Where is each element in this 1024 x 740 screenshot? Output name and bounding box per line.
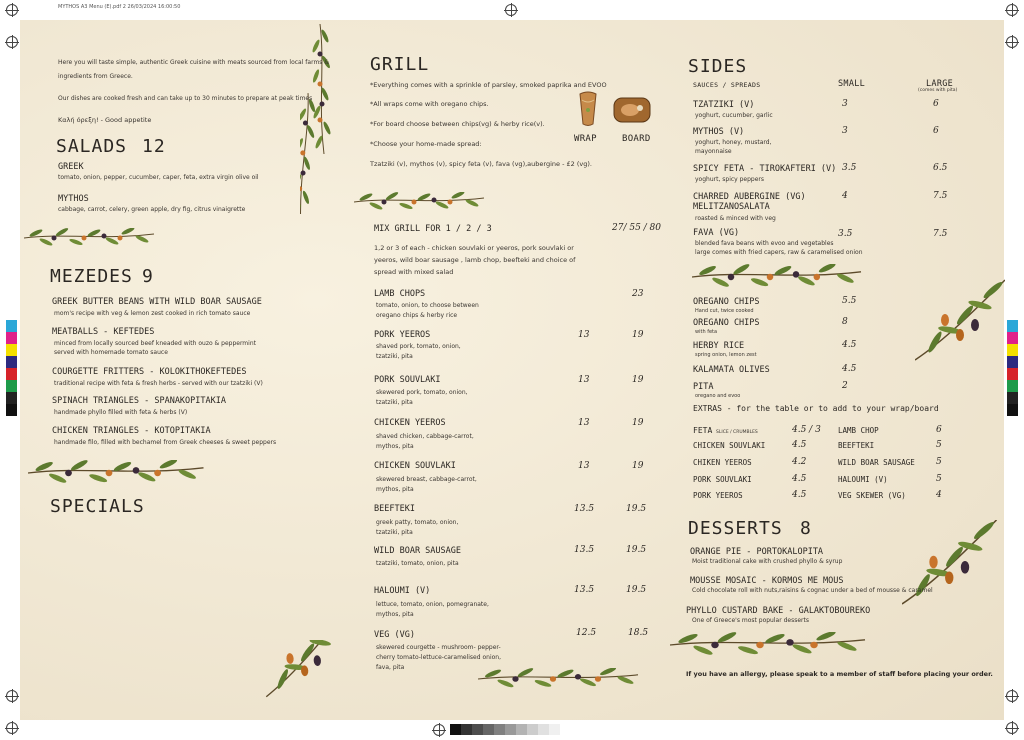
extra-price: 6 [936,425,942,435]
menu-item-name: MELITZANOSALATA [693,202,770,212]
menu-item-name: TZATZIKI (V) [693,100,755,110]
menu-item-desc: 1,2 or 3 of each - chicken souvlaki or yeeros, pork souvlaki or [374,244,574,252]
menu-item-name: OREGANO CHIPS [693,318,760,328]
menu-item-desc: skewered courgette - mushroom- pepper- [376,644,501,651]
wrap-price: 13 [578,418,590,428]
small-label: SMALL [838,79,866,89]
registration-mark-icon [6,4,18,16]
menu-item-name: PORK YEEROS [374,330,431,340]
large-price: 7.5 [933,191,948,201]
extra-name: WILD BOAR SAUSAGE [838,458,915,467]
menu-item-desc: shaved pork, tomato, onion, [376,343,461,350]
menu-item-desc: tomato, onion, to choose between [376,302,479,309]
board-price: 23 [632,289,644,299]
large-price: 7.5 [933,229,948,239]
menu-item-desc: tzatziki, pita [376,529,413,536]
mezedes-price: 9 [142,266,154,287]
extra-name: PORK SOUVLAKI [693,475,752,484]
menu-item-desc: cabbage, carrot, celery, green apple, dry fig, citrus vinaigrette [58,206,246,213]
menu-item-desc: minced from locally sourced beef kneaded with ouzo & peppermint [54,340,256,347]
wrap-price: 13 [578,461,590,471]
olive-branch-icon [28,460,208,490]
grill-note: *All wraps come with oregano chips. [370,100,489,108]
salads-price: 12 [142,136,166,157]
menu-item-desc: tzatziki, tomato, onion, pita [376,560,459,567]
board-price: 19.5 [626,504,647,514]
large-price: 6.5 [933,163,948,173]
extra-price: 4.5 [792,490,807,500]
olive-branch-icon [478,668,638,693]
extra-price: 4 [936,490,942,500]
grill-note: *Everything comes with a sprinkle of parsley, smoked paprika and EVOO [370,81,607,89]
menu-item-desc: yoghurt, spicy peppers [695,176,765,183]
menu-item-desc: Cold chocolate roll with nuts,raisins & cognac under a bed of mousse & caramel [692,587,933,594]
extra-name: CHIKEN YEEROS [693,458,752,467]
extra-name: BEEFTEKI [838,441,875,450]
menu-item-name: GREEK BUTTER BEANS WITH WILD BOAR SAUSAGE [52,297,262,307]
file-header: MYTHOS A3 Menu (E).pdf 2 26/03/2024 16:00:50 [58,4,181,10]
wrap-label: WRAP [574,134,597,144]
board-price: 19.5 [626,545,647,555]
menu-item-name: COURGETTE FRITTERS - KOLOKITHOKEFTEDES [52,367,247,377]
menu-item-name: MOUSSE MOSAIC - KORMOS ME MOUS [690,576,844,586]
wrap-price: 13 [578,375,590,385]
olive-branch-icon [260,640,360,700]
extra-price: 5 [936,440,942,450]
menu-item-name: CHICKEN YEEROS [374,418,446,428]
extra-name: VEG SKEWER (VG) [838,491,906,500]
side-price: 8 [842,317,848,327]
color-calibration-bar [6,320,17,416]
side-price: 4.5 [842,364,857,374]
extra-price: 4.5 [792,440,807,450]
menu-item-name: SPICY FETA - TIROKAFTERI (V) [693,164,837,174]
extra-price: 4.5 [792,474,807,484]
registration-mark-icon [1006,690,1018,702]
registration-mark-icon [6,36,18,48]
olive-branch-icon [915,250,1005,370]
menu-item-name: FAVA (VG) [693,228,740,238]
menu-item-desc: One of Greece's most popular desserts [692,617,809,624]
menu-item-desc: tzatziki, pita [376,353,413,360]
board-icon [612,92,652,126]
menu-item-name: HALOUMI (V) [374,586,431,596]
menu-item-desc: lettuce, tomato, onion, pomegranate, [376,601,489,608]
olive-branch-icon [300,24,340,214]
olive-branch-icon [354,192,484,217]
extra-price: 4.2 [792,457,807,467]
wrap-price: 13.5 [574,585,595,595]
extra-price: 5 [936,457,942,467]
menu-item-desc: blended fava beans with evoo and vegetables [695,240,834,247]
wrap-icon [576,90,600,128]
menu-page [20,20,1004,720]
menu-item-desc: mythos, pita [376,486,414,493]
menu-item-name: VEG (VG) [374,630,415,640]
grayscale-calibration-bar [450,724,560,735]
salads-title: SALADS [56,136,128,157]
menu-item-name: GREEK [58,162,84,172]
extra-price: 4.5 / 3 [792,425,821,435]
menu-item-desc: Moist traditional cake with crushed phyllo & syrup [692,558,843,565]
intro-greeting: Καλή όρεξη! - Good appetite [58,116,152,124]
wrap-price: 13 [578,330,590,340]
menu-item-desc: Hand cut, twice cooked [695,308,754,314]
board-price: 19 [632,330,644,340]
large-price: 6 [933,126,939,136]
registration-mark-icon [505,4,517,16]
menu-item-name: PORK SOUVLAKI [374,375,441,385]
small-price: 3.5 [842,163,857,173]
menu-item-name: LAMB CHOPS [374,289,426,299]
menu-item-name: CHICKEN SOUVLAKI [374,461,456,471]
menu-item-desc: with feta [695,329,718,335]
menu-item-name: CHICKEN TRIANGLES - KOTOPITAKIA [52,426,211,436]
wrap-price: 13.5 [574,545,595,555]
olive-branch-icon [692,264,862,294]
board-label: BOARD [622,134,651,144]
menu-item-desc: handmade phyllo filled with feta & herbs (V) [54,409,188,416]
menu-item-desc: roasted & minced with veg [695,215,776,222]
small-price: 3.5 [838,229,853,239]
grill-note: *Choose your home-made spread: [370,140,482,148]
side-price: 4.5 [842,340,857,350]
menu-item-desc: large comes with fried capers, raw & caramelised onion [695,249,863,256]
wrap-price: 13.5 [574,504,595,514]
small-price: 3 [842,126,848,136]
extra-sub: SLICE / CRUMBLES [716,430,758,435]
menu-item-name: PHYLLO CUSTARD BAKE - GALAKTOBOUREKO [686,606,871,616]
menu-item-desc: yoghurt, honey, mustard, [695,139,772,146]
registration-mark-icon [433,724,445,736]
extra-name: HALOUMI (V) [838,475,888,484]
menu-item-desc: oregano and evoo [695,393,741,399]
desserts-price: 8 [800,518,812,539]
menu-item-desc: oregano chips & herby rice [376,312,458,319]
color-calibration-bar [1007,320,1018,416]
menu-item-desc: traditional recipe with feta & fresh herbs - served with our tzatziki (V) [54,380,263,387]
allergy-notice: If you have an allergy, please speak to a member of staff before placing your order. [686,670,993,678]
olive-branch-icon [24,228,159,253]
mezedes-title: MEZEDES [50,266,133,287]
large-price: 6 [933,99,939,109]
menu-item-desc: tomato, onion, pepper, cucumber, caper, feta, extra virgin olive oil [58,174,259,181]
menu-item-desc: served with homemade tomato sauce [54,349,168,356]
specials-title: SPECIALS [50,496,145,517]
intro-text: Here you will taste simple, authentic Greek cuisine with meats sourced from local farms & [58,59,330,66]
menu-item-name: BEEFTEKI [374,504,415,514]
olive-branch-icon [670,632,870,662]
small-price: 3 [842,99,848,109]
menu-item-desc: mom's recipe with veg & lemon zest cooked in rich tomato sauce [54,310,251,317]
menu-item-name: HERBY RICE [693,341,745,351]
side-price: 2 [842,381,848,391]
board-price: 19 [632,375,644,385]
menu-item-name: MEATBALLS - KEFTEDES [52,327,155,337]
menu-item-name: WILD BOAR SAUSAGE [374,546,461,556]
menu-item-desc: mythos, pita [376,611,414,618]
registration-mark-icon [1006,722,1018,734]
grill-title: GRILL [370,54,430,75]
menu-item-name: KALAMATA OLIVES [693,365,770,375]
menu-item-name: SPINACH TRIANGLES - SPANAKOPITAKIA [52,396,226,406]
wrap-price: 12.5 [576,628,597,638]
grill-note: *For board choose between chips(vg) & herby rice(v). [370,120,545,128]
menu-item-desc: handmade filo, filled with bechamel from Greek cheeses & sweet peppers [54,439,277,446]
menu-item-name: MIX GRILL FOR 1 / 2 / 3 [374,224,492,234]
menu-item-desc: mythos, pita [376,443,414,450]
menu-item-desc: fava, pita [376,664,405,671]
extras-label: EXTRAS - for the table or to add to your wrap/board [693,404,939,413]
menu-item-name: CHARRED AUBERGINE (VG) [693,192,806,202]
extra-name: CHICKEN SOUVLAKI [693,441,766,450]
menu-item-name: ORANGE PIE - PORTOKALOPITA [690,547,824,557]
large-note: (comes with pita) [918,88,958,93]
small-price: 4 [842,191,848,201]
menu-item-desc: cherry tomato-lettuce-caramelised onion, [376,654,501,661]
large-label: LARGE [926,79,954,89]
board-price: 19.5 [626,585,647,595]
intro-text: ingredients from Greece. [58,73,133,80]
menu-item-desc: mayonnaise [695,148,732,155]
registration-mark-icon [6,690,18,702]
menu-item-name: MYTHOS (V) [693,127,745,137]
extra-name: PORK YEEROS [693,491,743,500]
menu-item-desc: skewered breast, cabbage-carrot, [376,476,477,483]
registration-mark-icon [6,722,18,734]
sides-title: SIDES [688,56,748,77]
side-price: 5.5 [842,296,857,306]
menu-item-desc: tzatziki, pita [376,399,413,406]
menu-item-desc: spring onion, lemon zest [695,352,757,358]
extra-name: LAMB CHOP [838,426,879,435]
menu-item-price: 27/ 55 / 80 [612,223,662,233]
menu-item-desc: greek patty, tomato, onion, [376,519,459,526]
menu-item-name: MYTHOS [58,194,89,204]
extra-price: 5 [936,474,942,484]
intro-text: Our dishes are cooked fresh and can take up to 30 minutes to prepare at peak times [58,95,313,102]
board-price: 19 [632,418,644,428]
registration-mark-icon [1006,4,1018,16]
extra-name: FETA [693,426,713,435]
board-price: 18.5 [628,628,649,638]
menu-item-desc: spread with mixed salad [374,268,454,276]
board-price: 19 [632,461,644,471]
menu-item-desc: yoghurt, cucumber, garlic [695,112,773,119]
olive-branch-icon [902,520,1002,610]
menu-item-desc: shaved chicken, cabbage-carrot, [376,433,474,440]
menu-item-name: PITA [693,382,714,392]
menu-item-desc: yeeros, wild boar sausage , lamb chop, beefteki and choice of [374,256,576,264]
desserts-title: DESSERTS [688,518,783,539]
registration-mark-icon [1006,36,1018,48]
menu-item-name: OREGANO CHIPS [693,297,760,307]
grill-note: Tzatziki (v), mythos (v), spicy feta (v), fava (vg),aubergine - £2 (vg). [370,160,592,168]
spreads-label: SAUCES / SPREADS [693,81,761,89]
menu-item-desc: skewered pork, tomato, onion, [376,389,468,396]
